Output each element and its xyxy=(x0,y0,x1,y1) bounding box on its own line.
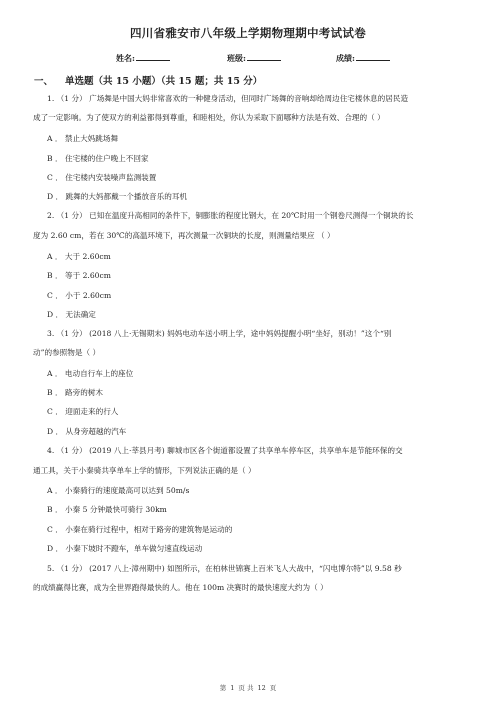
score-field xyxy=(336,53,390,64)
question-4-line-2: 通工具，关于小秦骑共享单车上学的情形，下列说法正确的是（ ） xyxy=(33,466,256,475)
question-1-line-2: 成了一定影响。为了使双方的利益都得到尊重，和睦相处，你认为采取下面哪种方法是有效、合理的（ ） xyxy=(33,113,385,122)
question-3-option-a: A ． 电动自行车上的座位 xyxy=(47,369,134,378)
question-2-line-2: 度为 2.60 cm，若在 30℃的高温环境下，再次测量一次铜块的长度，则测量结果应 （ ） xyxy=(33,231,335,240)
question-4-option-b: B ． 小秦 5 分钟最快可骑行 30km xyxy=(47,505,167,514)
section-heading xyxy=(34,73,262,87)
question-3-line-1: 3. （1 分） (2018 八上·无锡期末) 妈妈电动车送小明上学，途中妈妈提醒小明“坐好，别动！”这个“别 xyxy=(47,329,392,338)
question-5-line-2: 的成绩赢得比赛，成为全世界跑得最快的人。他在 100m 决赛时的最快速度大约为（ ） xyxy=(33,583,328,592)
question-1-option-b: B ． 住宅楼的住户晚上不回家 xyxy=(47,154,149,163)
question-1-option-d: D ． 跳舞的大妈都戴一个播放音乐的耳机 xyxy=(47,192,188,201)
question-2-option-d: D ． 无法确定 xyxy=(47,310,96,319)
footer-suffix: 页 xyxy=(269,684,277,692)
page-title: 四川省雅安市八年级上学期物理期中考试试卷 xyxy=(130,26,366,40)
question-5-line-1: 5. （1 分） (2017 八上·漳州期中) 如图所示，在柏林世锦赛上百米飞人大战中，“闪电博尔特”以 9.58 秒 xyxy=(47,564,402,573)
question-1-option-c: C ． 住宅楼内安装噪声监测装置 xyxy=(47,173,157,182)
footer-middle: 页 共 xyxy=(238,684,254,692)
score-label: 成绩: xyxy=(336,53,355,63)
page-footer xyxy=(0,683,496,692)
class-label: 班级: xyxy=(227,53,246,63)
section-title: 单选题（共 15 小题）（共 15 题；共 15 分） xyxy=(65,76,263,87)
footer-page-number: 1 xyxy=(230,684,235,692)
question-4-option-c: C ． 小秦在骑行过程中，相对于路旁的建筑物是运动的 xyxy=(47,525,233,534)
question-4-option-a: A ． 小秦骑行的速度最高可以达到 50m/s xyxy=(47,486,190,495)
question-2-line-1: 2. （1 分） 已知在温度升高相同的条件下，铜膨胀的程度比钢大，在 20℃时用一个钢卷尺测得一个铜块的长 xyxy=(47,211,414,220)
question-4-line-1: 4. （1 分） (2019 八上·莘县月考) 聊城市区各个街道都设置了共享单车停车区，共享单车是节能环保的交 xyxy=(47,446,403,455)
name-blank xyxy=(136,53,170,61)
class-field xyxy=(227,53,281,64)
class-blank xyxy=(247,53,281,61)
question-3-line-2: 动”的参照物是（ ） xyxy=(33,348,101,357)
question-2-option-b: B ． 等于 2.60cm xyxy=(47,271,111,280)
question-3-option-d: D ． 从身旁超越的汽车 xyxy=(47,427,127,436)
name-field xyxy=(116,53,170,64)
question-3-option-b: B ． 路旁的树木 xyxy=(47,388,103,397)
question-3-option-c: C ． 迎面走来的行人 xyxy=(47,407,119,416)
score-blank xyxy=(356,53,390,61)
footer-prefix: 第 xyxy=(219,684,227,692)
question-2-option-c: C ． 小于 2.60cm xyxy=(47,291,112,300)
name-label: 姓名: xyxy=(116,53,135,63)
question-4-option-d: D ． 小秦下坡时不蹬车，单车做匀速直线运动 xyxy=(47,544,203,553)
footer-total-pages: 12 xyxy=(257,684,266,692)
question-2-option-a: A ． 大于 2.60cm xyxy=(47,252,111,261)
section-number: 一、 xyxy=(34,76,54,87)
question-1-line-1: 1. （1 分） 广场舞是中国大妈非常喜欢的一种健身活动，但同时广场舞的音响却给周边住宅楼休息的居民造 xyxy=(47,94,409,103)
question-1-option-a: A ． 禁止大妈跳场舞 xyxy=(47,134,119,143)
